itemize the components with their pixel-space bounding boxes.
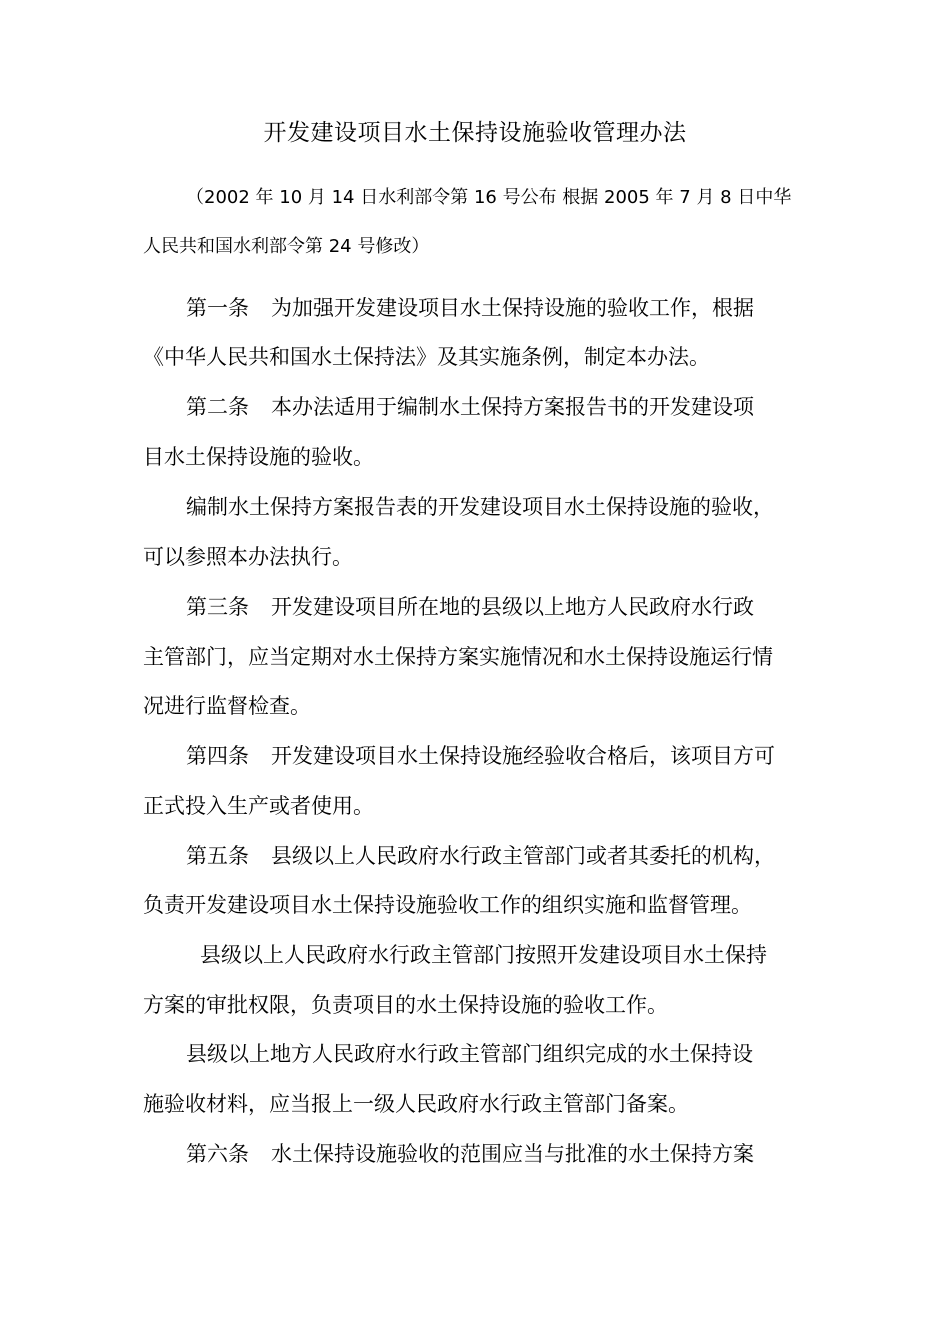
article-6-line [186,1138,754,1170]
article-label: 第二条 [186,395,249,419]
document-title: 开发建设项目水土保持设施验收管理办法 [263,120,687,146]
article-2-line [186,391,754,423]
article-label: 第一条 [186,296,249,320]
article-text: 县级以上人民政府水行政主管部门或者其委托的机构， [271,844,775,868]
article-text: 为加强开发建设项目水土保持设施的验收工作，根据 [271,296,754,320]
article-label: 第四条 [186,744,249,768]
article-2-paragraph-2-continuation: 可以参照本办法执行。 [143,545,353,569]
article-text: 开发建设项目所在地的县级以上地方人民政府水行政 [271,595,754,619]
article-text: 开发建设项目水土保持设施经验收合格后，该项目方可 [271,744,775,768]
article-text: 本办法适用于编制水土保持方案报告书的开发建设项 [271,395,754,419]
article-1-continuation: 《中华人民共和国水土保持法》及其实施条例，制定本办法。 [143,345,710,369]
article-label: 第六条 [186,1142,249,1166]
article-1-line [186,292,754,324]
subtitle-line: 人民共和国水利部令第 24 号修改） [143,236,430,257]
article-5-paragraph-3-continuation: 施验收材料，应当报上一级人民政府水行政主管部门备案。 [143,1092,689,1116]
article-text: 水土保持设施验收的范围应当与批准的水土保持方案 [271,1142,754,1166]
article-5-line [186,840,775,872]
article-3-line [186,591,754,623]
article-4-continuation: 正式投入生产或者使用。 [143,794,374,818]
article-5-paragraph-2-continuation: 方案的审批权限，负责项目的水土保持设施的验收工作。 [143,993,668,1017]
article-3-continuation: 主管部门，应当定期对水土保持方案实施情况和水土保持设施运行情 [143,645,773,669]
subtitle-line: （2002 年 10 月 14 日水利部令第 16 号公布 根据 2005 年 7 月 8 日中华 [186,187,792,208]
article-5-paragraph-2: 县级以上人民政府水行政主管部门按照开发建设项目水土保持 [200,943,767,967]
article-5-paragraph-3: 县级以上地方人民政府水行政主管部门组织完成的水土保持设 [186,1042,753,1066]
article-label: 第三条 [186,595,249,619]
article-5-continuation: 负责开发建设项目水土保持设施验收工作的组织实施和监督管理。 [143,893,752,917]
article-2-paragraph-2: 编制水土保持方案报告表的开发建设项目水土保持设施的验收， [186,495,774,519]
article-label: 第五条 [186,844,249,868]
article-3-continuation: 况进行监督检查。 [143,694,311,718]
article-4-line [186,740,775,772]
article-2-continuation: 目水土保持设施的验收。 [143,445,374,469]
